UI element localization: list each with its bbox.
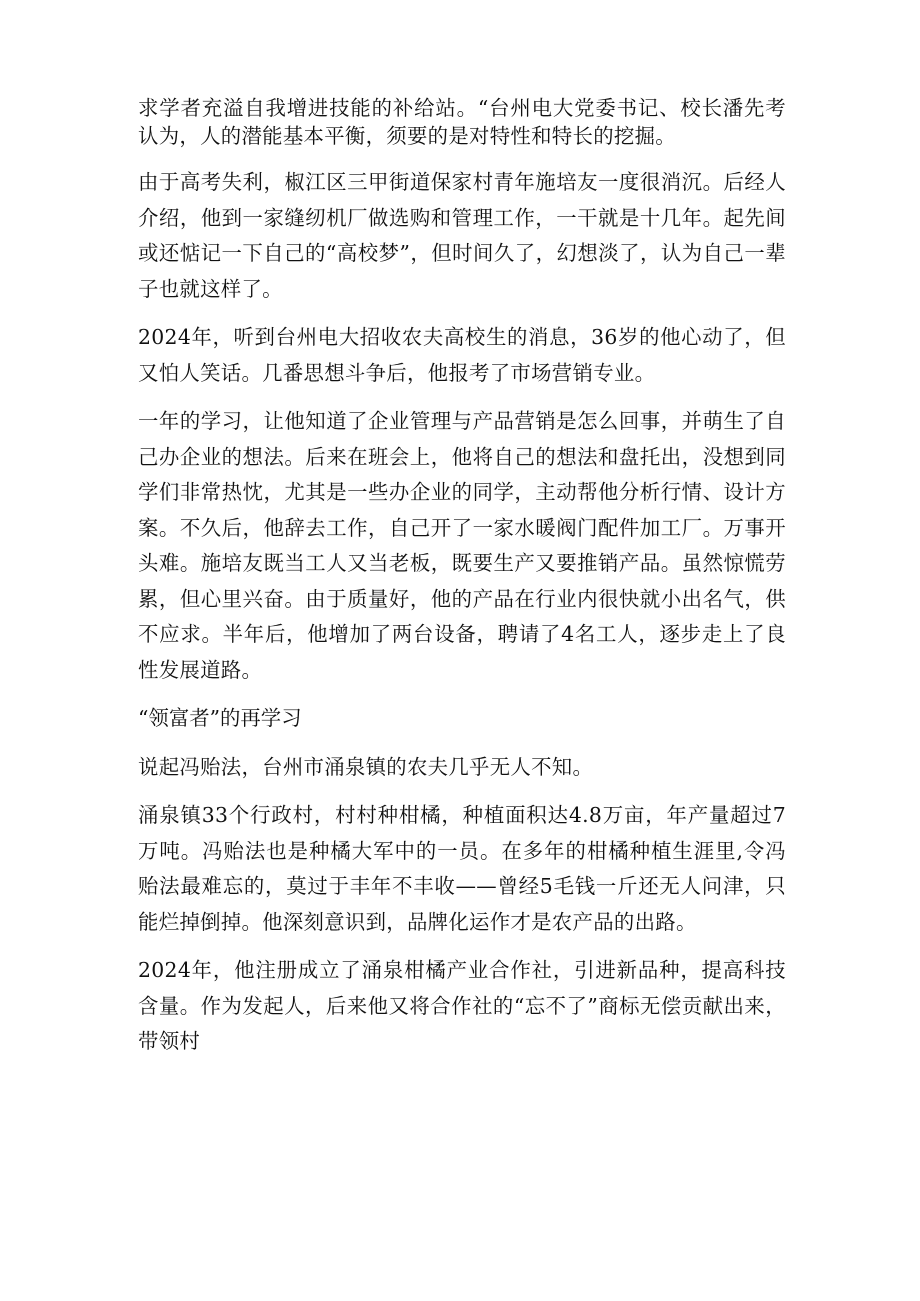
paragraph-4: 一年的学习，让他知道了企业管理与产品营销是怎么回事，并萌生了自己办企业的想法。后来在班会上，他将自己的想法和盘托出，没想到同学们非常热忱，尤其是一些办企业的同学，主动帮他分析行情、设计方案。不久后，他辞去工作，自己开了一家水暖阀门配件加工厂。万事开头难。施培友既当工人又当老板，既要生产又要推销产品。虽然惊慌劳累，但心里兴奋。由于质量好，他的产品在行业内很快就小出名气，供不应求。半年后，他增加了两台设备，聘请了4名工人，逐步走上了良性发展道路。 [138, 409, 786, 682]
paragraph-1: 求学者充溢自我增进技能的补给站。“台州电大党委书记、校长潘先考认为，人的潜能基本平衡，须要的是对特性和特长的挖掘。 [138, 96, 786, 148]
paragraph-6: 涌泉镇33个行政村，村村种柑橘，种植面积达4.8万亩，年产量超过7万吨。冯贻法也是种橘大军中的一员。在多年的柑橘种植生涯里,令冯贻法最难忘的，莫过于丰年不丰收——曾经5毛钱一斤还无人问津，只能烂掉倒掉。他深刻意识到，品牌化运作才是农产品的出路。 [138, 803, 786, 934]
document-page [138, 94, 786, 1073]
paragraph-3: 2024年，听到台州电大招收农夫高校生的消息，36岁的他心动了，但又怕人笑话。几番思想斗争后，他报考了市场营销专业。 [138, 325, 786, 385]
paragraph-7: 2024年，他注册成立了涌泉柑橘产业合作社，引进新品种，提高科技含量。作为发起人，后来他又将合作社的“忘不了”商标无偿贡献出来，带领村 [138, 958, 786, 1053]
paragraph-2: 由于高考失利，椒江区三甲街道保家村青年施培友一度很消沉。后经人介绍，他到一家缝纫机厂做选购和管理工作，一干就是十几年。起先间或还惦记一下自己的“高校梦”，但时间久了，幻想淡了，认为自己一辈子也就这样了。 [138, 170, 786, 301]
paragraph-5: 说起冯贻法，台州市涌泉镇的农夫几乎无人不知。 [138, 754, 594, 779]
section-heading: “领富者”的再学习 [138, 706, 302, 730]
